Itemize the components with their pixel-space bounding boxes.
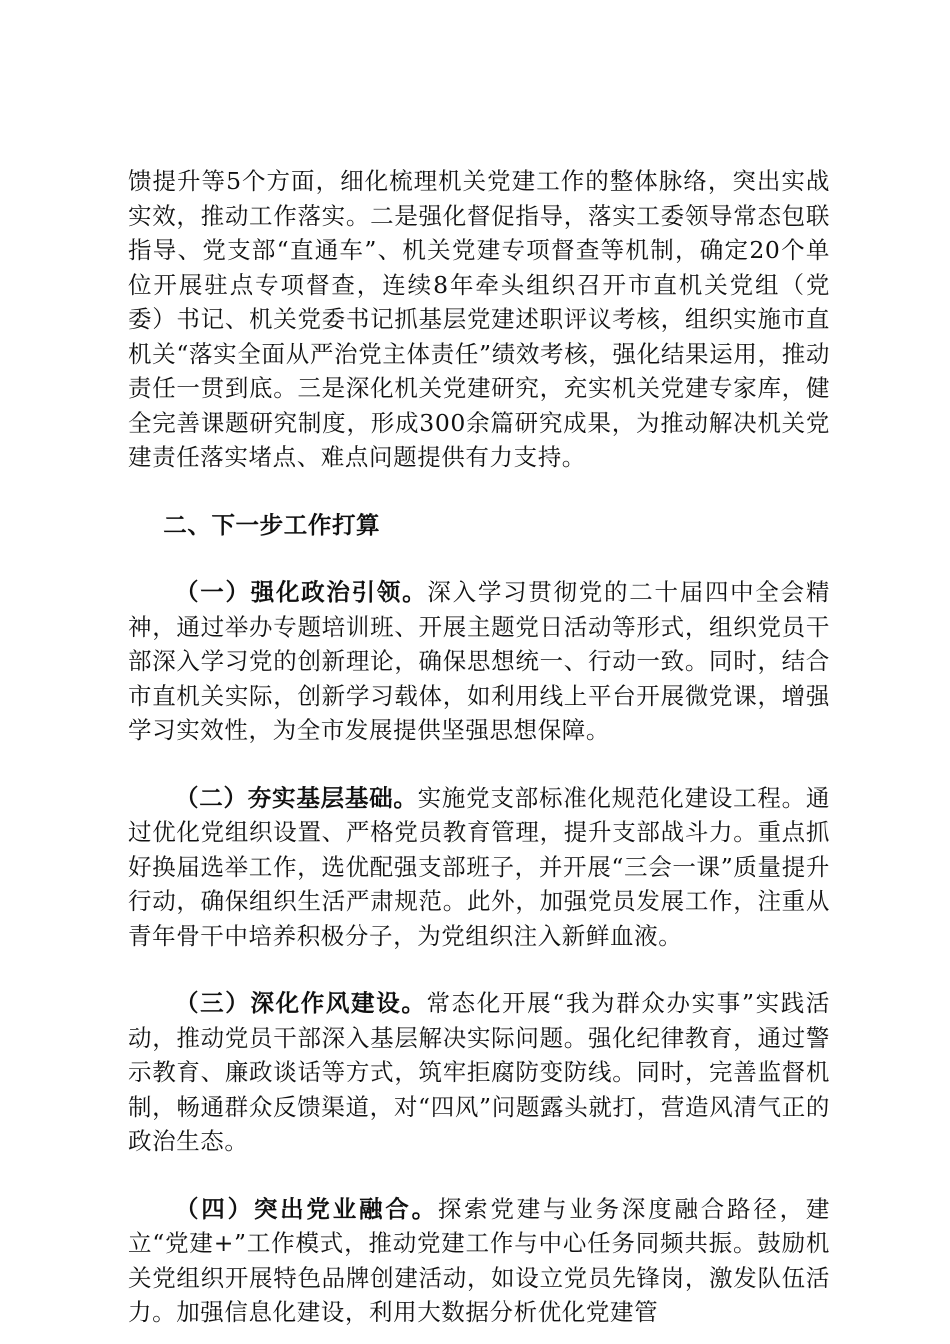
item-text-3: 常态化开展“我为群众办实事”实践活动，推动党员干部深入基层解决实际问题。强化纪律教育，通过警示教育、廉政谈话等方式，筑牢拒腐防变防线。同时，完善监督机制，畅通群众反馈渠道，对“四风”问题露头就打，营造风清气正的政治生态。 — [128, 989, 831, 1155]
item-lead-1: （一）强化政治引领。 — [175, 578, 428, 606]
item-text-1: 深入学习贯彻党的二十届四中全会精神，通过举办专题培训班、开展主题党日活动等形式，组织党员干部深入学习党的创新理论，确保思想统一、行动一致。同时，结合市直机关实际，创新学习载体，如利用线上平台开展微党课，增强学习实效性，为全市发展提供坚强思想保障。 — [128, 578, 830, 744]
item-paragraph-1 — [128, 575, 830, 748]
item-lead-3: （三）深化作风建设。 — [175, 989, 427, 1017]
item-lead-4: （四）突出党业融合。 — [175, 1194, 438, 1223]
intro-paragraph: 馈提升等5个方面，细化梳理机关党建工作的整体脉络，突出实战实效，推动工作落实。二是强化督促指导，落实工委领导常态包联指导、党支部“直通车”、机关党建专项督查等机制，确定20个单位开展驻点专项督查，连续8年牵头组织召开市直机关党组（党委）书记、机关党委书记抓基层党建述职评议考核，组织实施市直机关“落实全面从严治党主体责任”绩效考核，强化结果运用，推动责任一贯到底。三是深化机关党建研究，充实机关党建专家库，健全完善课题研究制度，形成300余篇研究成果，为推动解决机关党建责任落实堵点、难点问题提供有力支持。 — [128, 167, 830, 471]
item-paragraph-3 — [128, 986, 830, 1159]
item-text-2: 实施党支部标准化规范化建设工程。通过优化党组织设置、严格党员教育管理，提升支部战斗力。重点抓好换届选举工作，选优配强支部班子，并开展“三会一课”质量提升行动，确保组织生活严肃规范。此外，加强党员发展工作，注重从青年骨干中培养积极分子，为党组织注入新鲜血液。 — [128, 783, 830, 950]
item-paragraph-4 — [128, 1192, 830, 1330]
item-text-4: 探索党建与业务深度融合路径，建立“党建+”工作模式，推动党建工作与中心任务同频共振。鼓励机关党组织开展特色品牌创建活动，如设立党员先锋岗，激发队伍活力。加强信息化建设，利用大数据分析优化党建管 — [128, 1194, 830, 1326]
document-page — [128, 164, 830, 1330]
item-lead-2: （二）夯实基层基础。 — [175, 783, 418, 812]
section-heading: 二、下一步工作打算 — [163, 510, 381, 539]
item-paragraph-2 — [128, 781, 830, 954]
